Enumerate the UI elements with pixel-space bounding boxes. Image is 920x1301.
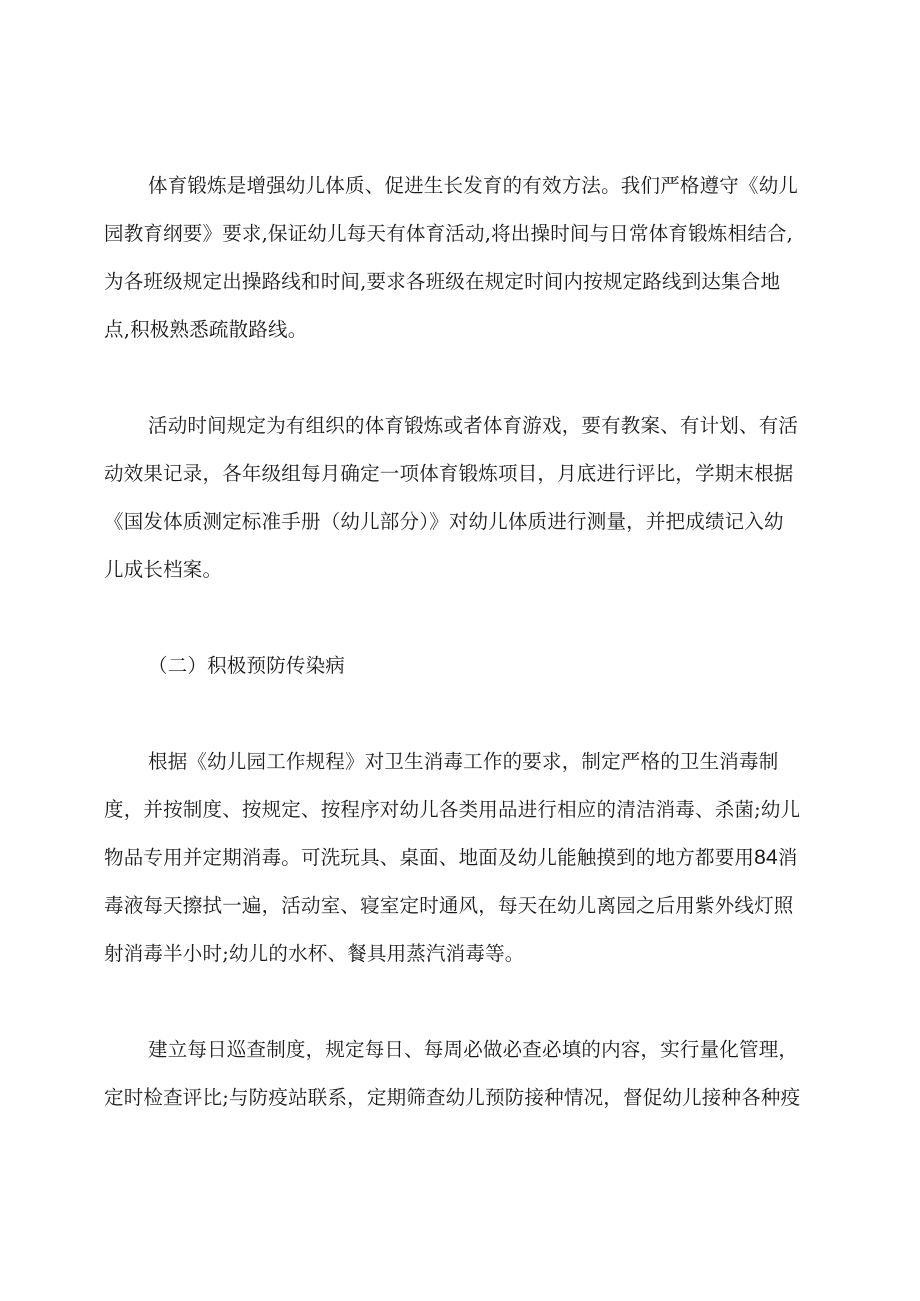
paragraph-3-line-3 (104, 844, 824, 872)
paragraph-4-line-2: 定时检查评比;与防疫站联系，定期筛查幼儿预防接种情况，督促幼儿接种各种疫 (104, 1086, 801, 1109)
paragraph-3-line-2: 度，并按制度、按规定、按程序对幼儿各类用品进行相应的清洁消毒、杀菌;幼儿 (104, 798, 801, 821)
paragraph-2-line-4: 儿成长档案。 (104, 558, 223, 581)
paragraph-1-line-3: 为各班级规定出操路线和时间,要求各班级在规定时间内按规定路线到达集合地 (104, 270, 781, 293)
paragraph-2-line-2: 动效果记录，各年级组每月确定一项体育锻炼项目，月底进行评比，学期末根据 (104, 462, 794, 485)
paragraph-2-line-3: 《国发体质测定标准手册（幼儿部分）》对幼儿体质进行测量，并把成绩记入幼 (104, 510, 784, 533)
paragraph-3-line-3-tail: 消 (777, 846, 798, 869)
paragraph-4-line-1: 建立每日巡查制度，规定每日、每周必做必查必填的内容，实行量化管理， (148, 1038, 799, 1061)
paragraph-1-line-1: 体育锻炼是增强幼儿体质、促进生长发育的有效方法。我们严格遵守《幼儿 (148, 174, 799, 197)
paragraph-3-line-1: 根据《幼儿园工作规程》对卫生消毒工作的要求，制定严格的卫生消毒制 (148, 750, 779, 773)
paragraph-3-number: 84 (754, 846, 778, 869)
paragraph-1-line-2: 园教育纲要》要求,保证幼儿每天有体育活动,将出操时间与日常体育锻炼相结合, (104, 222, 793, 245)
paragraph-3-line-3-text: 物品专用并定期消毒。可洗玩具、桌面、地面及幼儿能触摸到的地方都要用 (104, 846, 755, 869)
paragraph-3-line-5: 射消毒半小时;幼儿的水杯、餐具用蒸汽消毒等。 (104, 942, 525, 965)
paragraph-3-line-4: 毒液每天擦拭一遍，活动室、寝室定时通风，每天在幼儿离园之后用紫外线灯照 (104, 894, 794, 917)
paragraph-2-line-1: 活动时间规定为有组织的体育锻炼或者体育游戏，要有教案、有计划、有活 (148, 414, 799, 437)
section-heading: （二）积极预防传染病 (148, 654, 346, 677)
paragraph-1-line-4: 点,积极熟悉疏散路线。 (104, 318, 308, 341)
